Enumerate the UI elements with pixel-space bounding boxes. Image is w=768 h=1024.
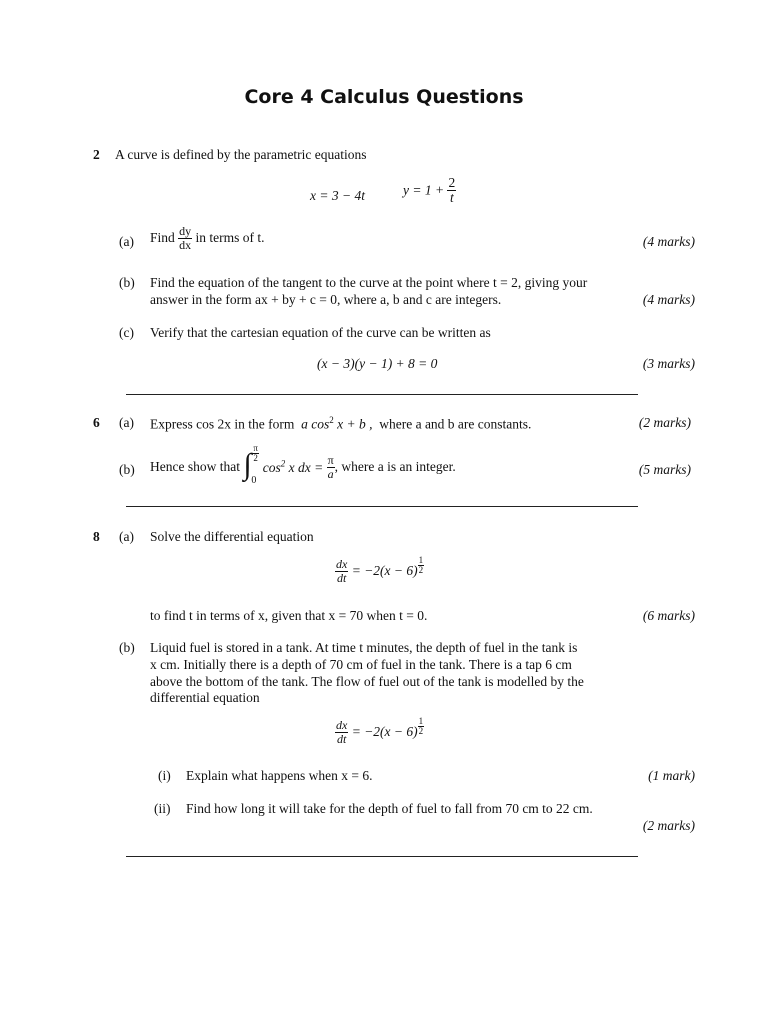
- fraction-numerator: π: [327, 452, 334, 467]
- fraction-numerator: π: [253, 443, 258, 453]
- q2a-text-before: Find: [150, 230, 175, 246]
- q2-equation-y-fraction: [447, 176, 456, 205]
- divider-line: [126, 856, 638, 857]
- q8b-i-label: (i): [158, 768, 171, 783]
- q8a-differential-equation: [335, 555, 424, 585]
- q6b-integrand: [263, 460, 323, 475]
- q2b-label: (b): [119, 275, 135, 290]
- q8b-line1: Liquid fuel is stored in a tank. At time t minutes, the depth of fuel in the tank is: [150, 640, 578, 655]
- fraction-denominator: dx: [179, 237, 192, 252]
- page-title: Core 4 Calculus Questions: [244, 86, 524, 108]
- q6a-form-exponent: 2: [329, 415, 334, 425]
- question-number-8: 8: [93, 529, 100, 544]
- de-exponent: [418, 717, 425, 737]
- q2-equation-x: x = 3 − 4t: [310, 188, 365, 203]
- q2c-label: (c): [119, 325, 134, 340]
- q2a-text: [150, 225, 265, 251]
- fraction-numerator: dy: [179, 224, 192, 238]
- fraction-denominator: 2: [418, 565, 424, 576]
- q6a-label: (a): [119, 415, 134, 430]
- de-rhs: = −2(x − 6): [351, 563, 418, 579]
- q8a-label: (a): [119, 529, 134, 544]
- de-rhs: = −2(x − 6): [351, 724, 418, 740]
- q8b-line4: differential equation: [150, 690, 260, 705]
- fraction-denominator: t: [449, 190, 454, 206]
- fraction-denominator: a: [327, 466, 334, 481]
- integral-upper-limit: [252, 444, 259, 464]
- de-fraction: [335, 558, 348, 584]
- integral-lower-limit: 0: [251, 475, 257, 486]
- fraction-numerator: dx: [336, 718, 348, 732]
- q8b-ii-label: (ii): [154, 801, 171, 816]
- de-fraction: [335, 719, 348, 745]
- integrand-cos: cos: [262, 459, 281, 475]
- q6b-marks: (5 marks): [638, 462, 691, 477]
- q8a-text: Solve the differential equation: [150, 529, 314, 544]
- q2-equation-y-left: y = 1 +: [403, 182, 445, 198]
- fraction-numerator: 1: [418, 555, 424, 565]
- fraction-numerator: 2: [448, 175, 456, 190]
- q8b-line3: above the bottom of the tank. The flow of fuel out of the tank is modelled by the: [150, 674, 584, 689]
- q8b-differential-equation: [335, 716, 424, 746]
- q2a-marks: (4 marks): [642, 234, 695, 249]
- fraction-denominator: 2: [253, 453, 258, 464]
- q2b-marks: (4 marks): [642, 292, 695, 307]
- q2-equation-y: [403, 176, 456, 205]
- q6a-form-a: a cos: [301, 416, 330, 432]
- q2c-text: Verify that the cartesian equation of the curve can be written as: [150, 325, 491, 340]
- q2b-line1: Find the equation of the tangent to the curve at the point where t = 2, giving your: [150, 275, 588, 290]
- integrand-exponent: 2: [280, 458, 286, 469]
- question-number-2: 2: [93, 147, 100, 162]
- q2b-line2: answer in the form ax + by + c = 0, where a, b and c are integers.: [150, 292, 502, 307]
- q8b-ii-text: Find how long it will take for the depth of fuel to fall from 70 cm to 22 cm.: [186, 801, 593, 816]
- q8b-ii-marks: (2 marks): [642, 818, 695, 833]
- question-number-6: 6: [93, 415, 100, 430]
- q8a-line2: to find t in terms of x, given that x = 70 when t = 0.: [150, 608, 428, 623]
- q2-intro: A curve is defined by the parametric equations: [115, 147, 367, 162]
- q6b-integral: [243, 443, 259, 486]
- fraction-denominator: dt: [336, 570, 347, 585]
- q6b-text: [150, 443, 456, 486]
- divider-line: [126, 506, 638, 507]
- q6b-rhs-fraction: [327, 454, 335, 480]
- q8a-marks: (6 marks): [642, 608, 695, 623]
- integrand-rest: x dx =: [288, 459, 324, 475]
- fraction-denominator: dt: [336, 731, 347, 746]
- fraction-numerator: dx: [336, 557, 348, 571]
- q8b-i-marks: (1 mark): [648, 768, 695, 783]
- q2a-label: (a): [119, 234, 134, 249]
- q8b-label: (b): [119, 640, 135, 655]
- q6a-form-rest: x + b ,: [337, 416, 373, 432]
- q2c-equation: (x − 3)(y − 1) + 8 = 0: [317, 356, 438, 371]
- divider-line: [126, 394, 638, 395]
- q6a-text-after: where a and b are constants.: [379, 416, 532, 432]
- fraction-numerator: 1: [418, 716, 424, 726]
- integral-sign: ∫: [243, 448, 252, 481]
- q8b-line2: x cm. Initially there is a depth of 70 cm of fuel in the tank. There is a tap 6 cm: [150, 657, 572, 672]
- q2c-marks: (3 marks): [642, 356, 695, 371]
- fraction-denominator: 2: [418, 726, 424, 737]
- de-exponent: [418, 556, 425, 576]
- q6a-text-before: Express cos 2x in the form: [150, 416, 295, 432]
- q8b-i-text: Explain what happens when x = 6.: [186, 768, 373, 783]
- q6b-text-after: , where a is an integer.: [334, 459, 456, 474]
- q6a-text: [150, 415, 531, 433]
- q6a-marks: (2 marks): [638, 415, 691, 430]
- q2a-derivative-fraction: [178, 225, 192, 251]
- q6b-text-before: Hence show that: [150, 459, 240, 474]
- q6b-label: (b): [119, 462, 135, 477]
- q2a-text-after: in terms of t.: [195, 230, 265, 246]
